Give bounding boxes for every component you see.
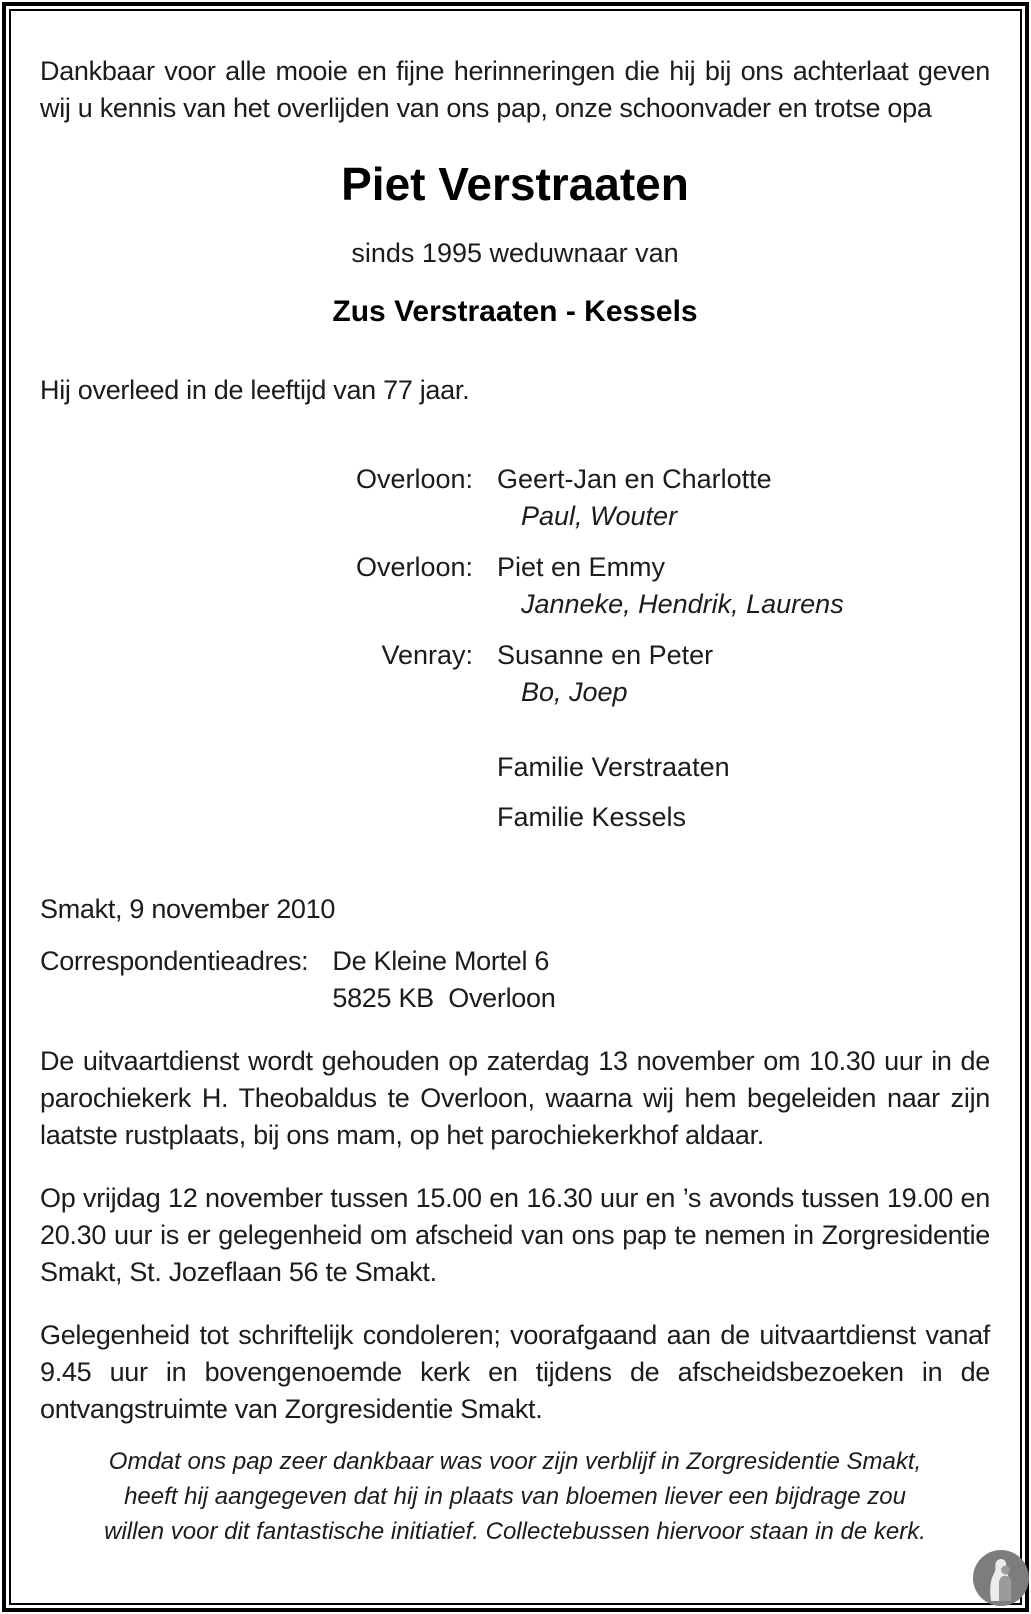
family-list bbox=[40, 461, 990, 711]
correspondence-block bbox=[40, 943, 990, 1017]
family-entry-children: Paul, Wouter bbox=[521, 501, 678, 531]
correspondence-label: Correspondentieadres: bbox=[40, 946, 309, 976]
family-entry-children: Bo, Joep bbox=[521, 677, 628, 707]
deceased-name: Piet Verstraaten bbox=[341, 158, 689, 210]
donation-line: heeft hij aangegeven dat hij in plaats van bloemen liever een bijdrage zou bbox=[124, 1483, 906, 1510]
service-paragraph: De uitvaartdienst wordt gehouden op zaterdag 13 november om 10.30 uur in de parochiekerk H. Theobaldus te Overloon, waarna wij hem begeleiden naar zijn laatste rustplaats, bij ons mam, op het parochiekerkhof aldaar. bbox=[40, 1046, 990, 1150]
age-line: Hij overleed in de leeftijd van 77 jaar. bbox=[40, 375, 470, 405]
family-entry-place: Venray: bbox=[381, 640, 473, 670]
family-entry-names: Piet en Emmy bbox=[497, 552, 666, 582]
family-entry-children: Janneke, Hendrik, Laurens bbox=[521, 589, 844, 619]
family-entry-place: Overloon: bbox=[355, 552, 473, 582]
intro-paragraph: Dankbaar voor alle mooie en fijne herinneringen die hij bij ons achterlaat geven wij u kennis van het overlijden van ons pap, onze schoonvader en trotse opa bbox=[40, 56, 990, 123]
donation-line: Omdat ons pap zeer dankbaar was voor zijn verblijf in Zorgresidentie Smakt, bbox=[108, 1448, 922, 1475]
family-entry bbox=[40, 549, 990, 623]
place-date-line: Smakt, 9 november 2010 bbox=[40, 894, 336, 924]
family-entry-names: Susanne en Peter bbox=[497, 640, 714, 670]
memorial-figures-logo-icon bbox=[972, 1549, 1030, 1607]
donation-paragraph bbox=[40, 1444, 990, 1549]
family-name-line: Familie Verstraaten bbox=[497, 752, 730, 782]
family-entry bbox=[40, 461, 990, 535]
family-entry-place: Overloon: bbox=[355, 464, 473, 494]
spouse-name: Zus Verstraaten - Kessels bbox=[332, 295, 698, 328]
announcement-content bbox=[11, 11, 1020, 1603]
donation-line: willen voor dit fantastische initiatief. Collectebussen hiervoor staan in de kerk. bbox=[104, 1518, 926, 1545]
correspondence-address-line: De Kleine Mortel 6 bbox=[332, 946, 550, 976]
condolence-paragraph: Gelegenheid tot schriftelijk condoleren; voorafgaand aan de uitvaartdienst vanaf 9.45 uur in bovengenoemde kerk en tijdens de afscheidsbezoeken in de ontvangstruimte van Zorgresidentie Smakt. bbox=[40, 1320, 990, 1424]
correspondence-address-line: 5825 KB Overloon bbox=[332, 983, 556, 1013]
surviving-families bbox=[40, 749, 990, 836]
family-name-line: Familie Kessels bbox=[497, 802, 687, 832]
correspondence-address bbox=[332, 943, 555, 1017]
family-entry bbox=[40, 637, 990, 711]
widower-line: sinds 1995 weduwnaar van bbox=[351, 238, 679, 268]
visiting-paragraph: Op vrijdag 12 november tussen 15.00 en 16.30 uur en ’s avonds tussen 19.00 en 20.30 uur is er gelegenheid om afscheid van ons pap te nemen in Zorgresidentie Smakt, St. Jozeflaan 56 te Smakt. bbox=[40, 1183, 990, 1287]
family-entry-names: Geert-Jan en Charlotte bbox=[497, 464, 772, 494]
